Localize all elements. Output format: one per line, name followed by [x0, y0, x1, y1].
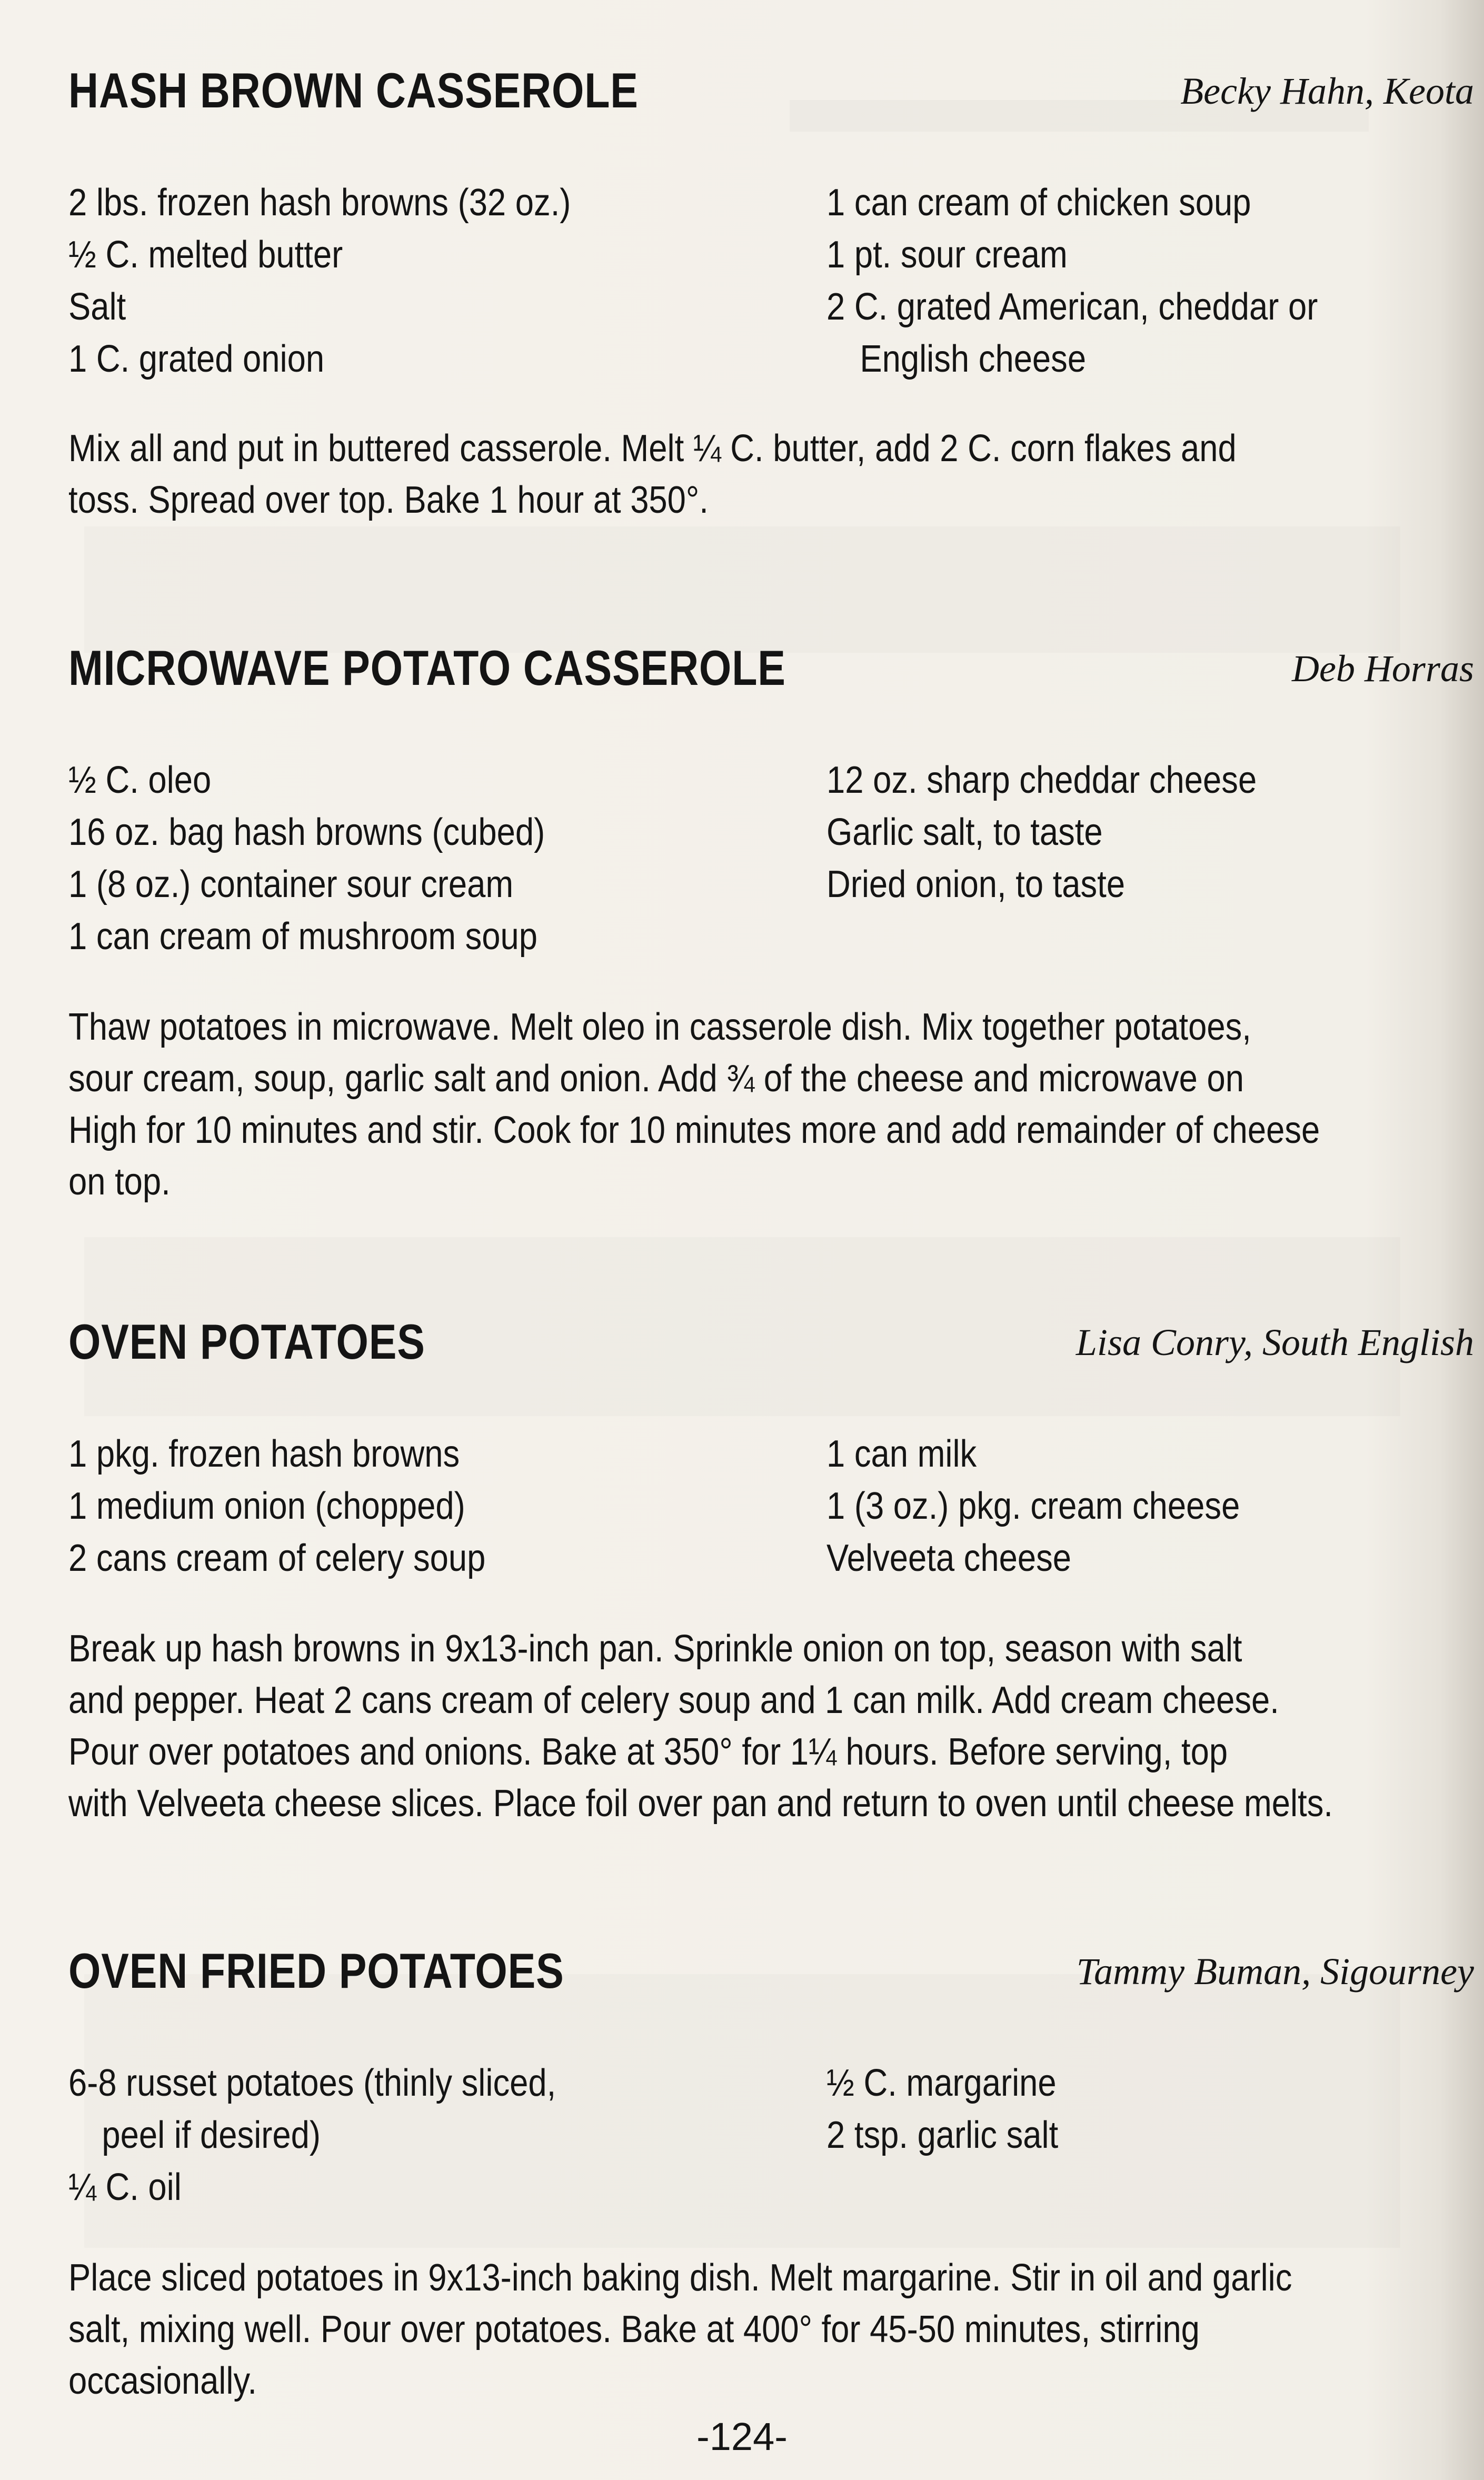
ingredient: 16 oz. bag hash browns (cubed)	[68, 811, 545, 853]
ingredient-column-left	[68, 2057, 805, 2214]
instruction-line: Pour over potatoes and onions. Bake at 350° for 1¼ hours. Before serving, top	[68, 1731, 1228, 1773]
ingredient-list	[68, 1428, 1474, 1586]
recipe-title: OVEN POTATOES	[68, 1314, 425, 1369]
ingredient: 1 medium onion (chopped)	[68, 1485, 465, 1527]
ingredient: ½ C. melted butter	[68, 234, 343, 276]
recipe-instructions	[68, 1001, 1320, 1208]
recipe-microwave-potato-casserole	[68, 640, 1474, 1203]
instruction-line: toss. Spread over top. Bake 1 hour at 350°.	[68, 479, 709, 521]
instruction-line: salt, mixing well. Pour over potatoes. Bake at 400° for 45-50 minutes, stirring	[68, 2308, 1200, 2350]
ingredient: 1 C. grated onion	[68, 338, 325, 380]
instruction-line: on top.	[68, 1161, 171, 1203]
recipe-instructions	[68, 423, 1306, 526]
recipe-header	[68, 1943, 1474, 2006]
ingredient: 2 C. grated American, cheddar or	[826, 286, 1318, 328]
ingredient: 1 (3 oz.) pkg. cream cheese	[826, 1485, 1240, 1527]
ingredient-column-right	[826, 1428, 1474, 1585]
ingredient-column-left	[68, 177, 805, 385]
ingredient: Velveeta cheese	[826, 1537, 1071, 1579]
ingredient: 1 can milk	[826, 1433, 977, 1475]
recipe-header	[68, 62, 1474, 125]
recipe-author: Tammy Buman, Sigourney	[1076, 1950, 1474, 1993]
ingredient: ½ C. oleo	[68, 759, 212, 801]
ingredient-list	[68, 2057, 1474, 2215]
recipe-instructions	[68, 2252, 1306, 2407]
bleed-through-shading	[84, 526, 1400, 653]
recipe-oven-fried-potatoes	[68, 1943, 1474, 2402]
ingredient: 1 pkg. frozen hash browns	[68, 1433, 460, 1475]
ingredient-list	[68, 177, 1474, 387]
recipe-author: Deb Horras	[1291, 648, 1474, 690]
ingredient: Garlic salt, to taste	[826, 811, 1103, 853]
ingredient-column-right	[826, 2057, 1474, 2162]
recipe-title: OVEN FRIED POTATOES	[68, 1943, 564, 1998]
recipe-header	[68, 1313, 1474, 1377]
ingredient-column-left	[68, 754, 805, 963]
instruction-line: occasionally.	[68, 2360, 257, 2402]
instruction-line: and pepper. Heat 2 cans cream of celery soup and 1 can milk. Add cream cheese.	[68, 1679, 1279, 1721]
ingredient: 2 tsp. garlic salt	[826, 2114, 1059, 2156]
ingredient: 1 can cream of chicken soup	[826, 182, 1251, 224]
recipe-instructions	[68, 1623, 1333, 1829]
ingredient-column-right	[826, 177, 1474, 385]
recipe-title: HASH BROWN CASSEROLE	[68, 63, 639, 118]
ingredient: English cheese	[860, 338, 1087, 380]
ingredient-column-right	[826, 754, 1474, 911]
instruction-line: Thaw potatoes in microwave. Melt oleo in casserole dish. Mix together potatoes,	[68, 1006, 1251, 1048]
recipe-hash-brown-casserole	[68, 62, 1474, 521]
recipe-author: Lisa Conry, South English	[1075, 1321, 1474, 1363]
ingredient: peel if desired)	[102, 2114, 321, 2156]
instruction-line: with Velveeta cheese slices. Place foil over pan and return to oven until cheese melts.	[68, 1782, 1333, 1825]
instruction-line: Mix all and put in buttered casserole. Melt ¼ C. butter, add 2 C. corn flakes and	[68, 427, 1237, 470]
ingredient: 1 can cream of mushroom soup	[68, 915, 537, 958]
page-number: -124-	[696, 2415, 788, 2458]
ingredient: 12 oz. sharp cheddar cheese	[826, 759, 1257, 801]
ingredient: Salt	[68, 286, 126, 328]
recipe-oven-potatoes	[68, 1313, 1474, 1825]
ingredient-column-left	[68, 1428, 805, 1585]
instruction-line: Break up hash browns in 9x13-inch pan. Sprinkle onion on top, season with salt	[68, 1628, 1242, 1670]
instruction-line: Place sliced potatoes in 9x13-inch baking dish. Melt margarine. Stir in oil and garlic	[68, 2257, 1292, 2299]
ingredient: 1 (8 oz.) container sour cream	[68, 863, 514, 905]
ingredient: 6-8 russet potatoes (thinly sliced,	[68, 2062, 556, 2104]
ingredient-list	[68, 754, 1474, 965]
ingredient: 2 lbs. frozen hash browns (32 oz.)	[68, 182, 571, 224]
ingredient: ¼ C. oil	[68, 2166, 182, 2208]
recipe-header	[68, 640, 1474, 703]
ingredient: ½ C. margarine	[826, 2062, 1057, 2104]
instruction-line: sour cream, soup, garlic salt and onion. Add ¾ of the cheese and microwave on	[68, 1058, 1244, 1100]
ingredient: Dried onion, to taste	[826, 863, 1126, 905]
instruction-line: High for 10 minutes and stir. Cook for 10 minutes more and add remainder of cheese	[68, 1109, 1320, 1151]
recipe-author: Becky Hahn, Keota	[1180, 70, 1474, 112]
ingredient: 2 cans cream of celery soup	[68, 1537, 486, 1579]
recipe-title: MICROWAVE POTATO CASSEROLE	[68, 640, 786, 695]
ingredient: 1 pt. sour cream	[826, 234, 1068, 276]
